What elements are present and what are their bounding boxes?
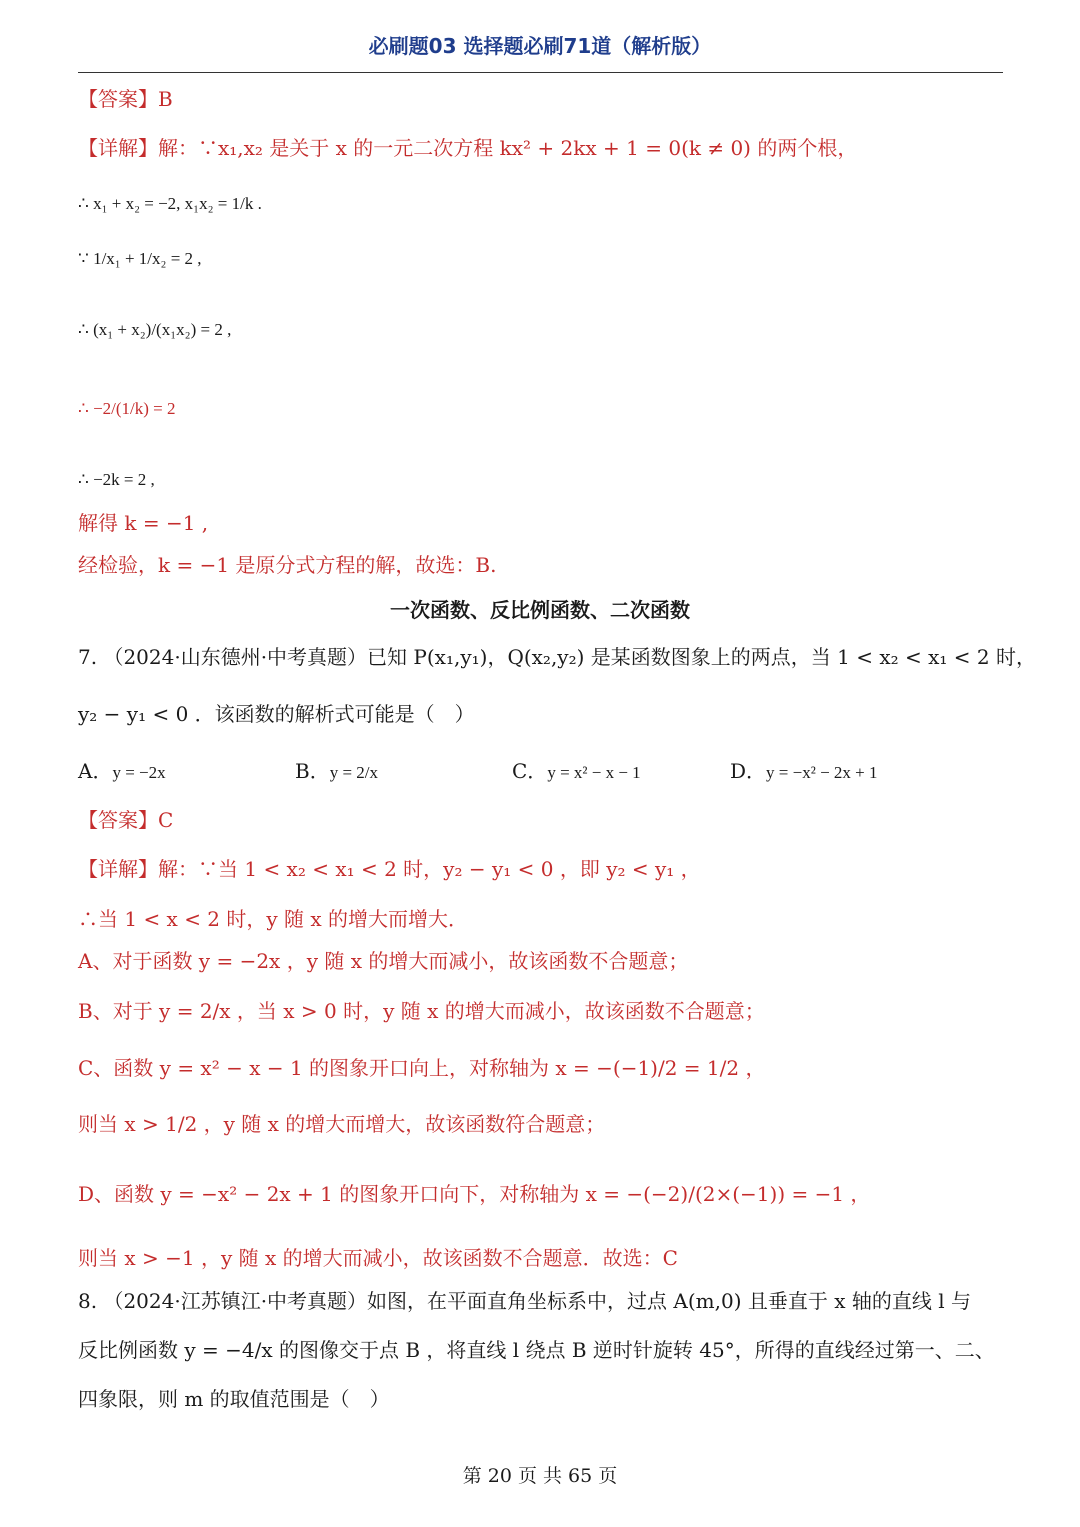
- q6-step4: ∴ −2/(1/k) = 2: [78, 399, 176, 418]
- q7-option-a: A．y = −2x: [78, 759, 166, 783]
- page-header-title: 必刷题03 选择题必刷71道（解析版）: [368, 34, 712, 58]
- q7-stem-line1: 7. （2024·山东德州·中考真题）已知 P(x₁,y₁)，Q(x₂,y₂) 是某函数图象上的两点，当 1 < x₂ < x₁ < 2 时，: [78, 645, 1036, 669]
- q7-detail-b: B、对于 y = 2/x ，当 x > 0 时，y 随 x 的增大而减小，故该函数不合题意；: [78, 999, 765, 1023]
- q6-step6: 解得 k = −1 ,: [78, 511, 209, 535]
- q6-step7: 经检验，k = −1 是原分式方程的解，故选：B.: [78, 553, 497, 577]
- q7-detail-a: A、对于函数 y = −2x ，y 随 x 的增大而减小，故该函数不合题意；: [78, 949, 689, 973]
- q6-detail-text: 解：∵x₁,x₂ 是关于 x 的一元二次方程 kx² + 2kx + 1 = 0(k ≠ 0) 的两个根，: [158, 136, 858, 160]
- q7-detail-c1: C、函数 y = x² − x − 1 的图象开口向上，对称轴为 x = −(−1)/2 = 1/2 ，: [78, 1056, 766, 1080]
- q7-stem-line2: y₂ − y₁ < 0 ．该函数的解析式可能是（ ）: [78, 702, 475, 726]
- q6-answer: 【答案】B: [78, 87, 173, 111]
- q7-detail-d1: D、函数 y = −x² − 2x + 1 的图象开口向下，对称轴为 x = −(−2)/(2×(−1)) = −1 ，: [78, 1182, 871, 1206]
- q6-step2: ∵ 1/x₁ + 1/x₂ = 2 ,: [78, 249, 202, 268]
- q6-step3: ∴ (x₁ + x₂)/(x₁x₂) = 2 ,: [78, 320, 232, 339]
- q7-detail-d2: 则当 x > −1 ，y 随 x 的增大而减小，故该函数不合题意．故选：C: [78, 1246, 678, 1270]
- q6-detail-intro: [78, 134, 857, 162]
- q7-option-c: C．y = x² − x − 1: [512, 759, 641, 783]
- q8-line1: 8. （2024·江苏镇江·中考真题）如图，在平面直角坐标系中，过点 A(m,0) 且垂直于 x 轴的直线 l 与: [78, 1289, 971, 1313]
- q7-answer: 【答案】C: [78, 808, 174, 832]
- header-rule: [78, 72, 1003, 73]
- q6-detail-label: 【详解】: [78, 136, 158, 160]
- page-footer: 第 20 页 共 65 页: [462, 1465, 618, 1487]
- q7-option-b: B．y = 2/x: [295, 759, 379, 783]
- q7-detail-c2: 则当 x > 1/2 ，y 随 x 的增大而增大，故该函数符合题意；: [78, 1112, 606, 1136]
- section-title: 一次函数、反比例函数、二次函数: [390, 598, 690, 622]
- q6-step5: ∴ −2k = 2 ,: [78, 470, 155, 489]
- q8-line3: 四象限，则 m 的取值范围是（ ）: [78, 1387, 390, 1411]
- q7-detail-label: 【详解】: [78, 857, 158, 881]
- q7-detail-line1: 【详解】解：∵当 1 < x₂ < x₁ < 2 时，y₂ − y₁ < 0 ，即 y₂ < y₁ ，: [78, 857, 701, 881]
- q6-step1: ∴ x₁ + x₂ = −2, x₁x₂ = 1/k .: [78, 194, 262, 213]
- q7-detail-line2: ∴当 1 < x < 2 时，y 随 x 的增大而增大．: [78, 907, 469, 931]
- q7-option-d: D．y = −x² − 2x + 1: [730, 759, 878, 783]
- q8-line2: 反比例函数 y = −4/x 的图像交于点 B ，将直线 l 绕点 B 逆时针旋转 45°，所得的直线经过第一、二、: [78, 1338, 995, 1362]
